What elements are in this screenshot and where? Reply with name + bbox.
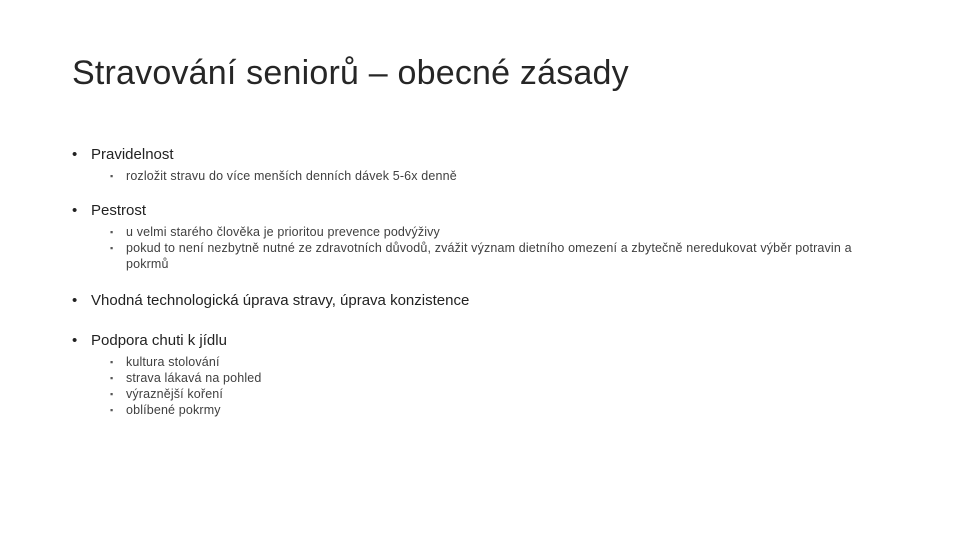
bullet-label: Pestrost <box>91 202 147 219</box>
sub-bullet-item <box>110 224 892 240</box>
sub-list <box>110 354 892 418</box>
section-pestrost <box>72 202 892 292</box>
sub-bullet-text: u velmi starého člověka je prioritou prevence podvýživy <box>126 225 440 239</box>
bullet-item <box>72 332 892 350</box>
sub-bullet-text: kultura stolování <box>126 355 220 369</box>
bullet-item <box>72 292 892 310</box>
bullet-icon: • <box>72 146 78 163</box>
sub-bullet-text: výraznější koření <box>126 387 224 401</box>
bullet-icon: • <box>72 292 78 309</box>
bullet-label: Pravidelnost <box>91 146 174 163</box>
sub-bullet-icon: ▪ <box>110 373 114 383</box>
section-pravidelnost <box>72 146 892 202</box>
sub-bullet-item <box>110 240 856 272</box>
sub-bullet-item <box>110 354 892 370</box>
sub-bullet-icon: ▪ <box>110 243 114 253</box>
sub-bullet-icon: ▪ <box>110 357 114 367</box>
bullet-label: Podpora chuti k jídlu <box>91 332 227 349</box>
sub-bullet-text: rozložit stravu do více menších denních dávek 5-6x denně <box>126 169 457 183</box>
bullet-label: Vhodná technologická úprava stravy, úprava konzistence <box>91 292 470 309</box>
bullet-icon: • <box>72 202 78 219</box>
sub-bullet-item <box>110 168 892 184</box>
sub-bullet-icon: ▪ <box>110 405 114 415</box>
sub-bullet-text: pokud to není nezbytně nutné ze zdravotních důvodů, zvážit význam dietního omezení a zbytečně neredukovat výběr potravin a pokrmů <box>126 241 852 271</box>
sub-list <box>110 168 892 184</box>
sub-bullet-item <box>110 386 892 402</box>
bullet-item <box>72 202 892 220</box>
sub-bullet-icon: ▪ <box>110 389 114 399</box>
sub-bullet-text: strava lákavá na pohled <box>126 371 262 385</box>
section-podpora-chuti <box>72 332 892 418</box>
sub-bullet-item <box>110 402 892 418</box>
slide-title: Stravování seniorů – obecné zásady <box>72 54 629 92</box>
section-uprava-stravy <box>72 292 892 332</box>
sub-bullet-icon: ▪ <box>110 227 114 237</box>
sub-bullet-item <box>110 370 892 386</box>
sub-bullet-icon: ▪ <box>110 171 114 181</box>
sub-bullet-text: oblíbené pokrmy <box>126 403 221 417</box>
bullet-icon: • <box>72 332 78 349</box>
slide-content <box>72 146 892 418</box>
sub-list <box>110 224 892 272</box>
bullet-item <box>72 146 892 164</box>
